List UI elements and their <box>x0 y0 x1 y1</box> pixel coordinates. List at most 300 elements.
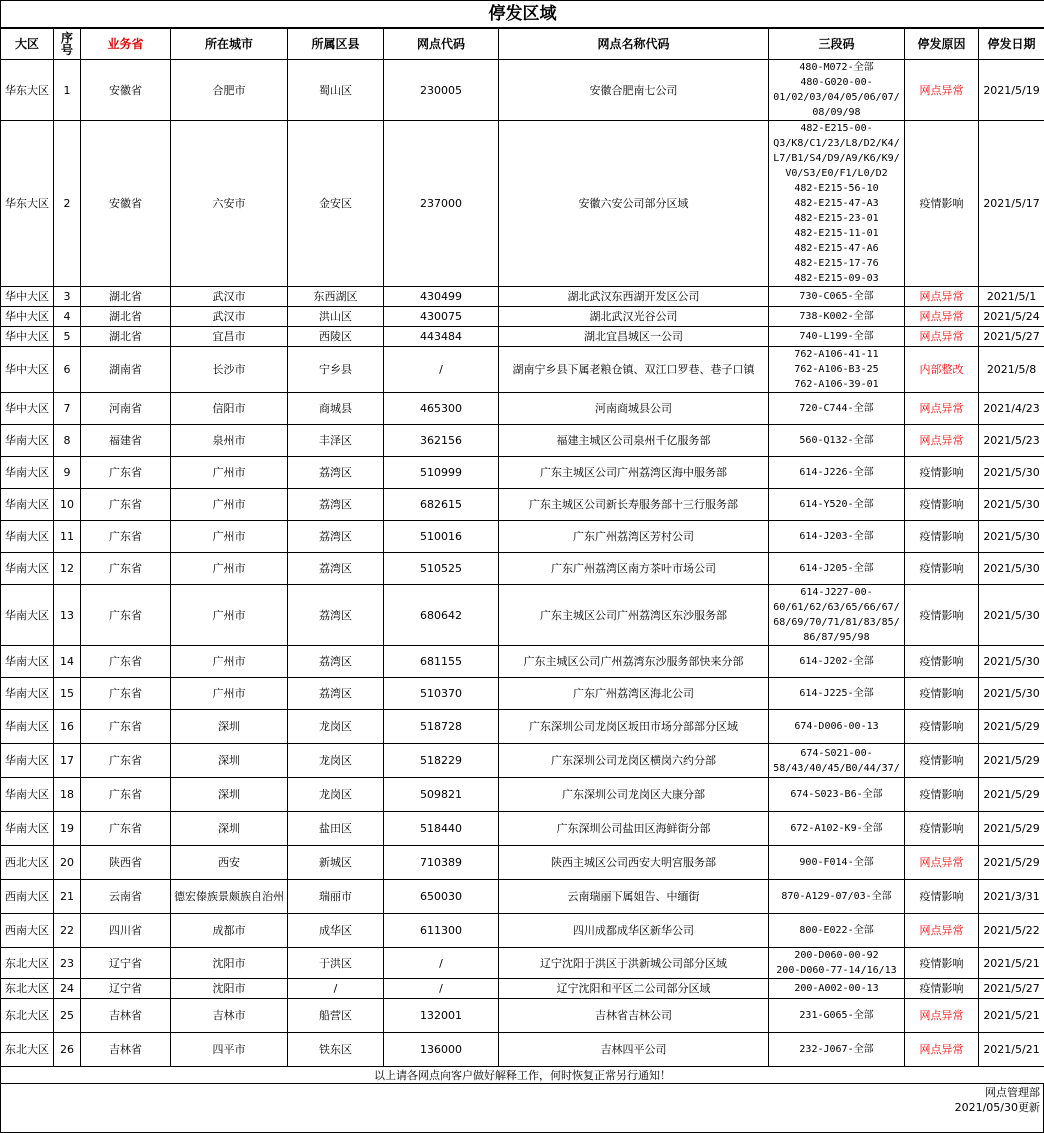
reason-cell: 疫情影响 <box>905 489 979 521</box>
district-cell: 新城区 <box>288 846 384 880</box>
code-cell: 518229 <box>384 744 499 778</box>
district-cell: 瑞丽市 <box>288 880 384 914</box>
signature-block <box>955 1085 1040 1115</box>
outlet-name-cell: 广东深圳公司盐田区海鲜街分部 <box>499 812 769 846</box>
city-cell: 沈阳市 <box>171 948 288 979</box>
district-cell: 宁乡县 <box>288 347 384 393</box>
index-cell: 22 <box>54 914 81 948</box>
region-cell: 华南大区 <box>1 812 54 846</box>
segment-code-cell: 614-J203-全部 <box>769 521 905 553</box>
outlet-name-cell: 广东广州荔湾区海北公司 <box>499 678 769 710</box>
region-cell: 华中大区 <box>1 287 54 307</box>
column-header: 所属区县 <box>288 28 384 60</box>
code-cell: 430075 <box>384 307 499 327</box>
segment-code-cell: 614-J205-全部 <box>769 553 905 585</box>
outlet-name-cell: 福建主城区公司泉州千亿服务部 <box>499 425 769 457</box>
table-row <box>1 1033 1044 1067</box>
province-cell: 湖北省 <box>81 287 171 307</box>
date-cell: 2021/5/22 <box>979 914 1044 948</box>
region-cell: 华南大区 <box>1 521 54 553</box>
segment-code-cell: 740-L199-全部 <box>769 327 905 347</box>
code-cell: 465300 <box>384 393 499 425</box>
date-cell: 2021/5/29 <box>979 812 1044 846</box>
district-cell: / <box>288 979 384 999</box>
region-cell: 东北大区 <box>1 979 54 999</box>
outlet-name-cell: 安徽合肥南七公司 <box>499 60 769 121</box>
district-cell: 荔湾区 <box>288 553 384 585</box>
reason-cell: 疫情影响 <box>905 678 979 710</box>
table-row <box>1 914 1044 948</box>
province-cell: 福建省 <box>81 425 171 457</box>
segment-code-cell: 614-Y520-全部 <box>769 489 905 521</box>
segment-code-cell: 614-J226-全部 <box>769 457 905 489</box>
city-cell: 广州市 <box>171 457 288 489</box>
province-cell: 安徽省 <box>81 60 171 121</box>
district-cell: 成华区 <box>288 914 384 948</box>
province-cell: 广东省 <box>81 457 171 489</box>
reason-cell: 网点异常 <box>905 846 979 880</box>
date-cell: 2021/5/29 <box>979 778 1044 812</box>
column-header: 停发日期 <box>979 28 1044 60</box>
code-cell: 136000 <box>384 1033 499 1067</box>
reason-cell: 网点异常 <box>905 425 979 457</box>
city-cell: 深圳 <box>171 744 288 778</box>
index-cell: 17 <box>54 744 81 778</box>
city-cell: 深圳 <box>171 710 288 744</box>
department-name: 网点管理部 <box>955 1085 1040 1100</box>
region-cell: 西南大区 <box>1 880 54 914</box>
reason-cell: 网点异常 <box>905 1033 979 1067</box>
city-cell: 广州市 <box>171 646 288 678</box>
code-cell: 682615 <box>384 489 499 521</box>
reason-cell: 网点异常 <box>905 287 979 307</box>
date-cell: 2021/5/21 <box>979 999 1044 1033</box>
index-cell: 5 <box>54 327 81 347</box>
outlet-name-cell: 广东深圳公司龙岗区坂田市场分部部分区域 <box>499 710 769 744</box>
outlet-name-cell: 湖北武汉光谷公司 <box>499 307 769 327</box>
date-cell: 2021/5/30 <box>979 457 1044 489</box>
region-cell: 华南大区 <box>1 744 54 778</box>
date-cell: 2021/5/29 <box>979 710 1044 744</box>
outlet-name-cell: 广东广州荔湾区南方茶叶市场公司 <box>499 553 769 585</box>
city-cell: 信阳市 <box>171 393 288 425</box>
segment-code-cell: 232-J067-全部 <box>769 1033 905 1067</box>
city-cell: 广州市 <box>171 553 288 585</box>
table-row <box>1 489 1044 521</box>
code-cell: 510016 <box>384 521 499 553</box>
table-row <box>1 999 1044 1033</box>
province-cell: 吉林省 <box>81 999 171 1033</box>
district-cell: 荔湾区 <box>288 585 384 646</box>
table-row <box>1 585 1044 646</box>
date-cell: 2021/5/30 <box>979 489 1044 521</box>
outlet-name-cell: 广东主城区公司新长寿服务部十三行服务部 <box>499 489 769 521</box>
segment-code-cell: 482-E215-00- Q3/K8/C1/23/L8/D2/K4/ L7/B1/S4/D9/A9/K6/K9/ V0/S3/E0/F1/L0/D2 482-E215-56-10 482-E215-47-A3 482-E215-23-01 482-E215-11-01 482-E215-47-A6 482-E215-17-76 482-E215-09-03 <box>769 121 905 287</box>
column-header: 大区 <box>1 28 54 60</box>
reason-cell: 疫情影响 <box>905 979 979 999</box>
reason-cell: 网点异常 <box>905 393 979 425</box>
date-cell: 2021/5/17 <box>979 121 1044 287</box>
province-cell: 广东省 <box>81 489 171 521</box>
outlet-name-cell: 河南商城县公司 <box>499 393 769 425</box>
region-cell: 华中大区 <box>1 307 54 327</box>
region-cell: 华南大区 <box>1 710 54 744</box>
segment-code-cell: 674-S023-B6-全部 <box>769 778 905 812</box>
district-cell: 铁东区 <box>288 1033 384 1067</box>
table-row <box>1 347 1044 393</box>
date-cell: 2021/5/30 <box>979 678 1044 710</box>
province-cell: 河南省 <box>81 393 171 425</box>
index-cell: 3 <box>54 287 81 307</box>
code-cell: 230005 <box>384 60 499 121</box>
province-cell: 陕西省 <box>81 846 171 880</box>
segment-code-cell: 870-A129-07/03-全部 <box>769 880 905 914</box>
segment-code-cell: 800-E022-全部 <box>769 914 905 948</box>
code-cell: / <box>384 979 499 999</box>
date-cell: 2021/5/21 <box>979 948 1044 979</box>
table-row <box>1 948 1044 979</box>
reason-cell: 疫情影响 <box>905 948 979 979</box>
column-header: 三段码 <box>769 28 905 60</box>
segment-code-cell: 672-A102-K9-全部 <box>769 812 905 846</box>
code-cell: 510525 <box>384 553 499 585</box>
code-cell: 681155 <box>384 646 499 678</box>
city-cell: 沈阳市 <box>171 979 288 999</box>
province-cell: 广东省 <box>81 678 171 710</box>
segment-code-cell: 674-D006-00-13 <box>769 710 905 744</box>
date-cell: 2021/5/1 <box>979 287 1044 307</box>
date-cell: 2021/5/19 <box>979 60 1044 121</box>
region-cell: 华东大区 <box>1 121 54 287</box>
province-cell: 云南省 <box>81 880 171 914</box>
province-cell: 广东省 <box>81 778 171 812</box>
province-cell: 广东省 <box>81 553 171 585</box>
date-cell: 2021/5/29 <box>979 744 1044 778</box>
date-cell: 2021/4/23 <box>979 393 1044 425</box>
column-header: 网点名称代码 <box>499 28 769 60</box>
reason-cell: 疫情影响 <box>905 457 979 489</box>
segment-code-cell: 200-A002-00-13 <box>769 979 905 999</box>
date-cell: 2021/5/30 <box>979 521 1044 553</box>
outlet-name-cell: 四川成都成华区新华公司 <box>499 914 769 948</box>
index-cell: 25 <box>54 999 81 1033</box>
district-cell: 荔湾区 <box>288 521 384 553</box>
code-cell: 650030 <box>384 880 499 914</box>
district-cell: 荔湾区 <box>288 489 384 521</box>
reason-cell: 内部整改 <box>905 347 979 393</box>
index-cell: 6 <box>54 347 81 393</box>
outlet-name-cell: 广东主城区公司广州荔湾东沙服务部快来分部 <box>499 646 769 678</box>
reason-cell: 网点异常 <box>905 307 979 327</box>
table-row <box>1 979 1044 999</box>
region-cell: 华中大区 <box>1 347 54 393</box>
update-date: 2021/05/30更新 <box>955 1100 1040 1115</box>
column-header: 业务省 <box>81 28 171 60</box>
region-cell: 华南大区 <box>1 489 54 521</box>
column-header: 序号 <box>54 28 81 60</box>
outlet-name-cell: 陕西主城区公司西安大明宫服务部 <box>499 846 769 880</box>
table-row <box>1 521 1044 553</box>
table-row <box>1 287 1044 307</box>
outlet-name-cell: 广东深圳公司龙岗区大康分部 <box>499 778 769 812</box>
region-cell: 华南大区 <box>1 457 54 489</box>
city-cell: 武汉市 <box>171 307 288 327</box>
segment-code-cell: 762-A106-41-11 762-A106-B3-25 762-A106-39-01 <box>769 347 905 393</box>
province-cell: 辽宁省 <box>81 979 171 999</box>
city-cell: 武汉市 <box>171 287 288 307</box>
index-cell: 18 <box>54 778 81 812</box>
district-cell: 商城县 <box>288 393 384 425</box>
region-cell: 华南大区 <box>1 678 54 710</box>
outlet-name-cell: 辽宁沈阳和平区二公司部分区域 <box>499 979 769 999</box>
region-cell: 华中大区 <box>1 327 54 347</box>
city-cell: 合肥市 <box>171 60 288 121</box>
index-cell: 15 <box>54 678 81 710</box>
column-header: 所在城市 <box>171 28 288 60</box>
footer-area <box>0 1084 1044 1133</box>
district-cell: 于洪区 <box>288 948 384 979</box>
outlet-name-cell: 广东主城区公司广州荔湾区海中服务部 <box>499 457 769 489</box>
district-cell: 龙岗区 <box>288 710 384 744</box>
outlet-name-cell: 吉林四平公司 <box>499 1033 769 1067</box>
city-cell: 泉州市 <box>171 425 288 457</box>
segment-code-cell: 614-J202-全部 <box>769 646 905 678</box>
reason-cell: 疫情影响 <box>905 585 979 646</box>
city-cell: 深圳 <box>171 812 288 846</box>
city-cell: 宜昌市 <box>171 327 288 347</box>
district-cell: 龙岗区 <box>288 744 384 778</box>
table-title: 停发区域 <box>1 1 1044 29</box>
index-cell: 2 <box>54 121 81 287</box>
district-cell: 荔湾区 <box>288 678 384 710</box>
reason-cell: 疫情影响 <box>905 744 979 778</box>
index-cell: 20 <box>54 846 81 880</box>
segment-code-cell: 674-S021-00- 58/43/40/45/B0/44/37/ <box>769 744 905 778</box>
reason-cell: 疫情影响 <box>905 553 979 585</box>
province-cell: 湖北省 <box>81 327 171 347</box>
table-row <box>1 678 1044 710</box>
code-cell: / <box>384 347 499 393</box>
region-cell: 华南大区 <box>1 585 54 646</box>
city-cell: 长沙市 <box>171 347 288 393</box>
code-cell: 443484 <box>384 327 499 347</box>
region-cell: 华东大区 <box>1 60 54 121</box>
index-cell: 8 <box>54 425 81 457</box>
province-cell: 湖北省 <box>81 307 171 327</box>
index-cell: 10 <box>54 489 81 521</box>
code-cell: 510370 <box>384 678 499 710</box>
date-cell: 2021/5/30 <box>979 553 1044 585</box>
city-cell: 四平市 <box>171 1033 288 1067</box>
reason-cell: 疫情影响 <box>905 521 979 553</box>
segment-code-cell: 614-J227-00- 60/61/62/63/65/66/67/ 68/69/70/71/81/83/85/ 86/87/95/98 <box>769 585 905 646</box>
date-cell: 2021/5/30 <box>979 646 1044 678</box>
index-cell: 7 <box>54 393 81 425</box>
table-body <box>1 60 1044 1067</box>
code-cell: 710389 <box>384 846 499 880</box>
city-cell: 吉林市 <box>171 999 288 1033</box>
outlet-name-cell: 湖北宜昌城区一公司 <box>499 327 769 347</box>
city-cell: 深圳 <box>171 778 288 812</box>
city-cell: 德宏傣族景颇族自治州 <box>171 880 288 914</box>
region-cell: 西北大区 <box>1 846 54 880</box>
code-cell: 518728 <box>384 710 499 744</box>
district-cell: 龙岗区 <box>288 778 384 812</box>
reason-cell: 疫情影响 <box>905 646 979 678</box>
segment-code-cell: 200-D060-00-92 200-D060-77-14/16/13 <box>769 948 905 979</box>
region-cell: 华南大区 <box>1 425 54 457</box>
reason-cell: 网点异常 <box>905 914 979 948</box>
district-cell: 洪山区 <box>288 307 384 327</box>
district-cell: 东西湖区 <box>288 287 384 307</box>
index-cell: 9 <box>54 457 81 489</box>
index-cell: 11 <box>54 521 81 553</box>
code-cell: 680642 <box>384 585 499 646</box>
city-cell: 广州市 <box>171 489 288 521</box>
table-row <box>1 646 1044 678</box>
code-cell: 518440 <box>384 812 499 846</box>
index-cell: 13 <box>54 585 81 646</box>
province-cell: 吉林省 <box>81 1033 171 1067</box>
table-row <box>1 60 1044 121</box>
city-cell: 成都市 <box>171 914 288 948</box>
region-cell: 东北大区 <box>1 999 54 1033</box>
table-row <box>1 307 1044 327</box>
province-cell: 辽宁省 <box>81 948 171 979</box>
region-cell: 西南大区 <box>1 914 54 948</box>
date-cell: 2021/5/29 <box>979 846 1044 880</box>
region-cell: 华南大区 <box>1 553 54 585</box>
index-cell: 19 <box>54 812 81 846</box>
date-cell: 2021/5/24 <box>979 307 1044 327</box>
province-cell: 广东省 <box>81 521 171 553</box>
date-cell: 2021/3/31 <box>979 880 1044 914</box>
table-row <box>1 327 1044 347</box>
district-cell: 丰泽区 <box>288 425 384 457</box>
segment-code-cell: 720-C744-全部 <box>769 393 905 425</box>
outlet-name-cell: 吉林省吉林公司 <box>499 999 769 1033</box>
province-cell: 广东省 <box>81 646 171 678</box>
outlet-name-cell: 广东主城区公司广州荔湾区东沙服务部 <box>499 585 769 646</box>
index-cell: 4 <box>54 307 81 327</box>
city-cell: 西安 <box>171 846 288 880</box>
table-row <box>1 457 1044 489</box>
code-cell: 611300 <box>384 914 499 948</box>
city-cell: 广州市 <box>171 678 288 710</box>
region-cell: 华南大区 <box>1 778 54 812</box>
region-cell: 东北大区 <box>1 1033 54 1067</box>
reason-cell: 网点异常 <box>905 60 979 121</box>
table-row <box>1 121 1044 287</box>
table-row <box>1 778 1044 812</box>
province-cell: 广东省 <box>81 744 171 778</box>
reason-cell: 疫情影响 <box>905 710 979 744</box>
province-cell: 安徽省 <box>81 121 171 287</box>
code-cell: 362156 <box>384 425 499 457</box>
reason-cell: 网点异常 <box>905 327 979 347</box>
reason-cell: 疫情影响 <box>905 880 979 914</box>
date-cell: 2021/5/21 <box>979 1033 1044 1067</box>
reason-cell: 疫情影响 <box>905 812 979 846</box>
code-cell: 510999 <box>384 457 499 489</box>
date-cell: 2021/5/27 <box>979 327 1044 347</box>
segment-code-cell: 900-F014-全部 <box>769 846 905 880</box>
outlet-name-cell: 湖南宁乡县下属老粮仓镇、双江口罗巷、巷子口镇 <box>499 347 769 393</box>
city-cell: 六安市 <box>171 121 288 287</box>
index-cell: 21 <box>54 880 81 914</box>
reason-cell: 疫情影响 <box>905 778 979 812</box>
date-cell: 2021/5/8 <box>979 347 1044 393</box>
segment-code-cell: 730-C065-全部 <box>769 287 905 307</box>
outlet-name-cell: 云南瑞丽下属姐告、中缅街 <box>499 880 769 914</box>
segment-code-cell: 738-K002-全部 <box>769 307 905 327</box>
outlet-name-cell: 广东深圳公司龙岗区横岗六约分部 <box>499 744 769 778</box>
segment-code-cell: 560-Q132-全部 <box>769 425 905 457</box>
district-cell: 船营区 <box>288 999 384 1033</box>
district-cell: 荔湾区 <box>288 646 384 678</box>
header-row <box>1 28 1044 60</box>
date-cell: 2021/5/30 <box>979 585 1044 646</box>
district-cell: 荔湾区 <box>288 457 384 489</box>
column-header: 停发原因 <box>905 28 979 60</box>
province-cell: 湖南省 <box>81 347 171 393</box>
index-cell: 12 <box>54 553 81 585</box>
segment-code-cell: 480-M072-全部 480-G020-00- 01/02/03/04/05/06/07/ 08/09/98 <box>769 60 905 121</box>
index-cell: 26 <box>54 1033 81 1067</box>
table-row <box>1 425 1044 457</box>
province-cell: 广东省 <box>81 585 171 646</box>
segment-code-cell: 614-J225-全部 <box>769 678 905 710</box>
table-row <box>1 846 1044 880</box>
code-cell: 509821 <box>384 778 499 812</box>
index-cell: 23 <box>54 948 81 979</box>
city-cell: 广州市 <box>171 585 288 646</box>
outlet-name-cell: 广东广州荔湾区芳村公司 <box>499 521 769 553</box>
region-cell: 华中大区 <box>1 393 54 425</box>
region-cell: 华南大区 <box>1 646 54 678</box>
province-cell: 广东省 <box>81 812 171 846</box>
index-cell: 16 <box>54 710 81 744</box>
city-cell: 广州市 <box>171 521 288 553</box>
province-cell: 广东省 <box>81 710 171 744</box>
region-cell: 东北大区 <box>1 948 54 979</box>
table-row <box>1 880 1044 914</box>
code-cell: 430499 <box>384 287 499 307</box>
index-cell: 14 <box>54 646 81 678</box>
province-cell: 四川省 <box>81 914 171 948</box>
reason-cell: 疫情影响 <box>905 121 979 287</box>
outlet-name-cell: 安徽六安公司部分区域 <box>499 121 769 287</box>
reason-cell: 网点异常 <box>905 999 979 1033</box>
district-cell: 金安区 <box>288 121 384 287</box>
table-row <box>1 553 1044 585</box>
index-cell: 1 <box>54 60 81 121</box>
code-cell: / <box>384 948 499 979</box>
district-cell: 盐田区 <box>288 812 384 846</box>
table-row <box>1 744 1044 778</box>
district-cell: 蜀山区 <box>288 60 384 121</box>
table-row <box>1 393 1044 425</box>
table-row <box>1 710 1044 744</box>
date-cell: 2021/5/27 <box>979 979 1044 999</box>
date-cell: 2021/5/23 <box>979 425 1044 457</box>
district-cell: 西陵区 <box>288 327 384 347</box>
code-cell: 237000 <box>384 121 499 287</box>
outlet-name-cell: 湖北武汉东西湖开发区公司 <box>499 287 769 307</box>
outlet-name-cell: 辽宁沈阳于洪区于洪新城公司部分区域 <box>499 948 769 979</box>
index-cell: 24 <box>54 979 81 999</box>
column-header: 网点代码 <box>384 28 499 60</box>
